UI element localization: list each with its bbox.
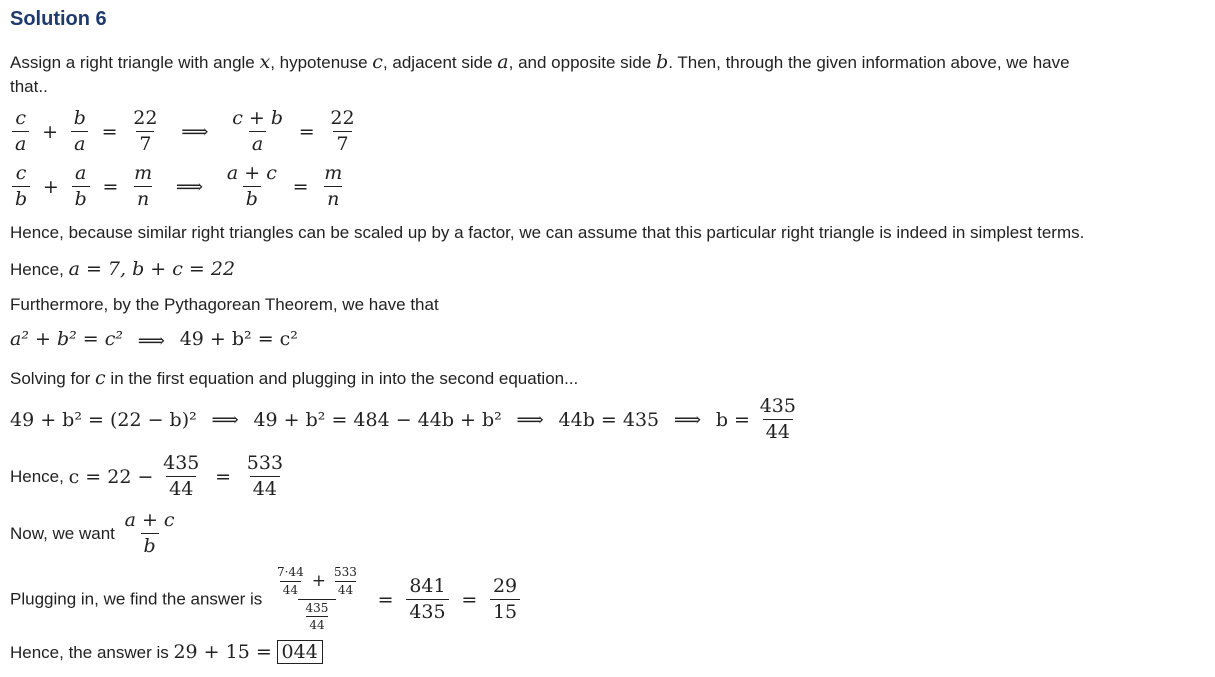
var-c: c: [95, 367, 106, 389]
plus-sign: +: [42, 120, 58, 143]
answer-label: Hence, the answer is: [10, 643, 174, 662]
pythagorean-equation: [10, 328, 298, 352]
c-math: c = 22 −: [68, 465, 154, 488]
fraction: $\frac{m}{n}$: [134, 162, 153, 210]
implies-arrow: ⟹: [137, 329, 165, 352]
fraction: $\frac{22}{7}$: [330, 107, 355, 155]
implies-arrow: ⟹: [516, 408, 544, 431]
fraction: $\frac{c}{a}$: [12, 108, 29, 156]
fraction: $\frac{22}{7}$: [133, 107, 158, 155]
equals-sign: =: [292, 175, 309, 198]
want-label: Now, we want: [10, 523, 120, 543]
var-x: x: [259, 51, 271, 73]
plugging-line: [10, 566, 522, 633]
intro-line-1: [10, 51, 1070, 73]
plus-sign: +: [311, 571, 327, 592]
fraction: $\frac{533}{44}$: [246, 452, 284, 500]
pyth-rhs: 49 + b² = c²: [179, 328, 298, 350]
values-math: a = 7, b + c = 22: [68, 258, 236, 280]
answer-line: [10, 641, 323, 663]
fraction: $\frac{a + c}{b}$: [226, 162, 277, 210]
fraction: $\frac{m}{n}$: [324, 162, 343, 210]
fraction: $\frac{435}{44}$: [305, 600, 329, 633]
compound-fraction: [269, 566, 365, 633]
implies-arrow: ⟹: [181, 120, 209, 143]
fraction: $\frac{a}{b}$: [72, 163, 90, 211]
equals-sign: =: [215, 465, 232, 488]
plugging-label: Plugging in, we find the answer is: [10, 589, 268, 609]
long-equation: [10, 396, 801, 444]
fraction: $\frac{c}{b}$: [12, 163, 30, 211]
solving-line: [10, 367, 578, 389]
hence-c-line: [10, 453, 288, 501]
answer-math: 29 + 15 =: [173, 641, 272, 663]
equals-sign: =: [101, 120, 118, 143]
boxed-answer: 044: [277, 640, 323, 664]
solving-text: in the first equation and plugging in into the second equation...: [105, 369, 579, 388]
hence-values-line: [10, 258, 235, 280]
fraction: $\frac{841}{435}$: [406, 576, 448, 624]
var-c: c: [372, 51, 383, 73]
pyth-lhs: a² + b² = c²: [10, 328, 123, 350]
hence-label: Hence,: [10, 260, 69, 279]
intro-line-2: that..: [10, 77, 48, 96]
pythagorean-text: Furthermore, by the Pythagorean Theorem, we have that: [10, 295, 439, 314]
var-b: b: [656, 51, 669, 73]
intro-text: , adjacent side: [382, 53, 498, 72]
equals-sign: =: [377, 588, 394, 611]
equals-sign: =: [102, 175, 119, 198]
solution-heading: Solution 6: [10, 8, 107, 30]
eq-step-3: 44b = 435: [558, 408, 660, 431]
hence-label: Hence,: [10, 466, 69, 486]
equation-1: [10, 108, 360, 156]
fraction: $\frac{b}{a}$: [71, 108, 89, 156]
fraction: $\frac{435}{44}$: [759, 395, 796, 443]
want-line: [10, 510, 180, 558]
eq-step-1: 49 + b² = (22 − b)²: [10, 408, 197, 431]
implies-arrow: ⟹: [673, 408, 702, 431]
fraction: $\frac{c + b}{a}$: [232, 107, 283, 155]
equals-sign: =: [298, 120, 315, 143]
implies-arrow: ⟹: [175, 175, 204, 198]
fraction: $\frac{533}{44}$: [334, 565, 357, 597]
hence-similar-text: Hence, because similar right triangles can be scaled up by a factor, we can assume that this particular right triangle is indeed in simplest terms.: [10, 223, 1085, 242]
fraction: $\frac{a + c}{b}$: [124, 509, 175, 557]
plus-sign: +: [42, 175, 59, 198]
solving-text: Solving for: [10, 369, 96, 388]
intro-text: , hypotenuse: [270, 53, 373, 72]
equation-2: [10, 163, 347, 211]
eq-step-4: b =: [715, 408, 750, 431]
equals-sign: =: [461, 588, 478, 611]
var-a: a: [497, 51, 509, 73]
fraction: $\frac{29}{15}$: [490, 576, 520, 624]
fraction: $\frac{7\cdot 44}{44}$: [277, 565, 304, 597]
fraction: $\frac{435}{44}$: [163, 452, 200, 500]
intro-text: , and opposite side: [508, 53, 657, 72]
implies-arrow: ⟹: [211, 408, 239, 431]
intro-text: . Then, through the given information above, we have: [668, 53, 1070, 72]
eq-step-2: 49 + b² = 484 − 44b + b²: [253, 408, 502, 431]
intro-text: Assign a right triangle with angle: [10, 53, 260, 72]
